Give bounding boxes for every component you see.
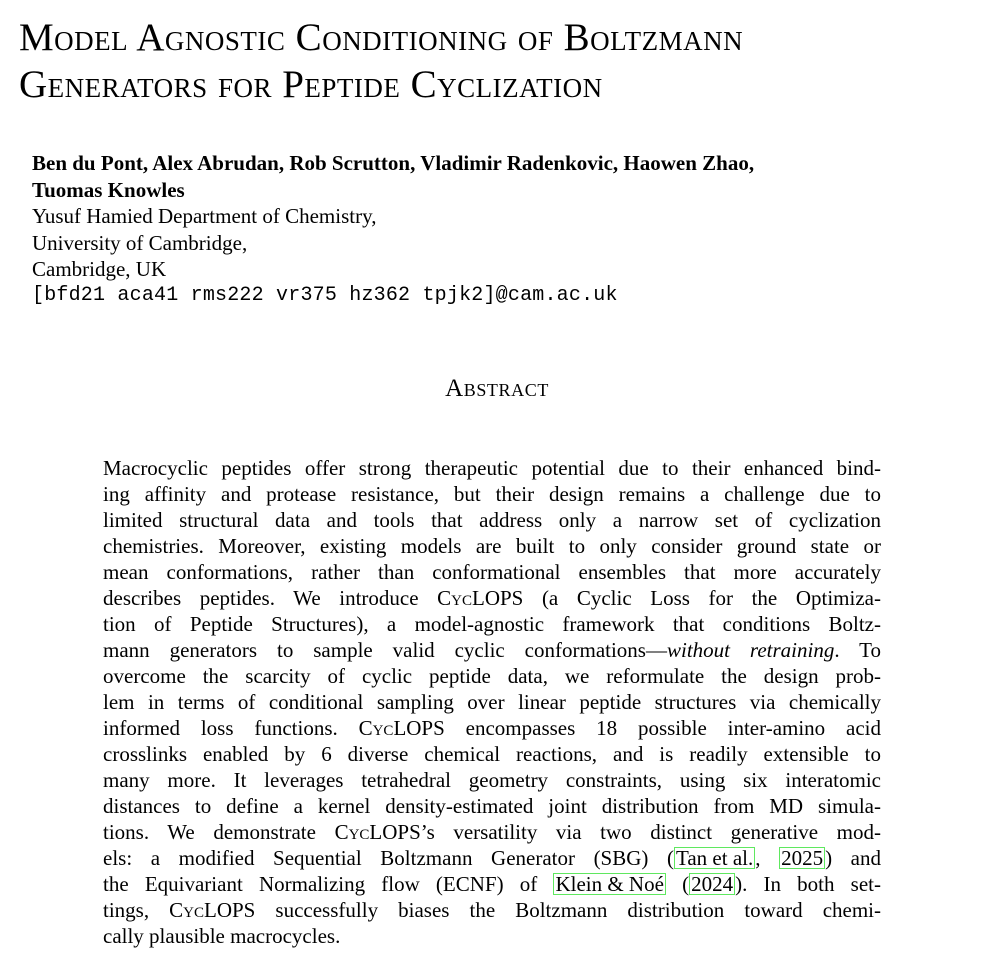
abstract-line bbox=[103, 637, 881, 663]
text-fragment: tions. We demonstrate bbox=[103, 820, 316, 844]
abstract-line: crosslinks enabled by 6 diverse chemical reactions, and is readily extensible to bbox=[103, 742, 881, 766]
abstract-line bbox=[103, 585, 881, 611]
text-fragment: . To bbox=[834, 638, 881, 662]
text-fragment: , bbox=[755, 846, 780, 870]
abstract-line: many more. It leverages tetrahedral geometry constraints, using six interatomic bbox=[103, 768, 881, 792]
abstract-body bbox=[103, 455, 881, 949]
abstract-line: ing affinity and protease resistance, but their design remains a challenge due to bbox=[103, 482, 881, 506]
text-fragment: tings, bbox=[103, 898, 150, 922]
text-fragment: the Equivariant Normalizing flow (ECNF) of bbox=[103, 872, 538, 896]
text-fragment: describes peptides. We introduce bbox=[103, 586, 419, 610]
affiliation-department: Yusuf Hamied Department of Chemistry, bbox=[32, 204, 377, 228]
citation-link-tan-year[interactable]: 2025 bbox=[781, 846, 824, 870]
abstract-line: Macrocyclic peptides offer strong therapeutic potential due to their enhanced bind- bbox=[103, 456, 881, 480]
text-fragment: informed loss functions. bbox=[103, 716, 338, 740]
abstract-heading: Abstract bbox=[445, 375, 549, 402]
abstract-line bbox=[103, 897, 881, 923]
author-names-line-2: Tuomas Knowles bbox=[32, 177, 185, 202]
affiliation-university: University of Cambridge, bbox=[32, 230, 248, 255]
text-fragment: ) and bbox=[825, 846, 881, 870]
author-block bbox=[32, 150, 932, 309]
abstract-line: lem in terms of conditional sampling over linear peptide structures via chemically bbox=[103, 690, 881, 714]
method-name: CycLOPS bbox=[169, 898, 256, 922]
method-name: CycLOPS bbox=[358, 716, 445, 740]
abstract-line: distances to define a kernel density-estimated joint distribution from MD simula- bbox=[103, 794, 881, 818]
abstract-line: mean conformations, rather than conformational ensembles that more accurately bbox=[103, 560, 881, 584]
text-fragment: els: a modified Sequential Boltzmann Generator (SBG) ( bbox=[103, 846, 674, 870]
abstract-line: tion of Peptide Structures), a model-agnostic framework that conditions Boltz- bbox=[103, 612, 881, 636]
abstract-line bbox=[103, 819, 881, 845]
citation-link-klein-year[interactable]: 2024 bbox=[691, 872, 734, 896]
text-fragment: (a Cyclic Loss for the Optimiza- bbox=[541, 586, 881, 610]
citation-link-klein-authors[interactable]: Klein & Noé bbox=[555, 872, 664, 896]
abstract-line bbox=[103, 845, 881, 871]
method-name: CycLOPS bbox=[334, 820, 421, 844]
abstract-line: limited structural data and tools that address only a narrow set of cyclization bbox=[103, 508, 881, 532]
text-fragment: ). In both set- bbox=[735, 872, 881, 896]
text-fragment: ’s versatility via two distinct generative mod- bbox=[420, 820, 882, 844]
abstract-line: cally plausible macrocycles. bbox=[103, 924, 341, 948]
text-fragment: successfully biases the Boltzmann distribution toward chemi- bbox=[275, 898, 881, 922]
text-fragment: encompasses 18 possible inter-amino acid bbox=[465, 716, 881, 740]
abstract-line bbox=[103, 715, 881, 741]
emphasis-text: without retraining bbox=[666, 638, 835, 662]
abstract-line: overcome the scarcity of cyclic peptide data, we reformulate the design prob- bbox=[103, 664, 881, 688]
text-fragment: mann generators to sample valid cyclic conformations— bbox=[103, 638, 667, 662]
text-fragment: ( bbox=[665, 872, 690, 896]
affiliation-location: Cambridge, UK bbox=[32, 257, 167, 281]
abstract-line bbox=[103, 871, 881, 897]
citation-link-tan-authors[interactable]: Tan et al. bbox=[676, 846, 754, 870]
abstract-line: chemistries. Moreover, existing models are built to only consider ground state or bbox=[103, 534, 881, 558]
title-line-1: Model Agnostic Conditioning of Boltzmann bbox=[19, 16, 744, 59]
title-line-2: Generators for Peptide Cyclization bbox=[19, 63, 603, 106]
paper-title bbox=[19, 14, 989, 108]
author-names-line-1: Ben du Pont, Alex Abrudan, Rob Scrutton, Vladimir Radenkovic, Haowen Zhao, bbox=[32, 151, 755, 175]
author-emails: [bfd21 aca41 rms222 vr375 hz362 tpjk2]@cam.ac.uk bbox=[32, 283, 618, 307]
method-name: CycLOPS bbox=[437, 586, 524, 610]
